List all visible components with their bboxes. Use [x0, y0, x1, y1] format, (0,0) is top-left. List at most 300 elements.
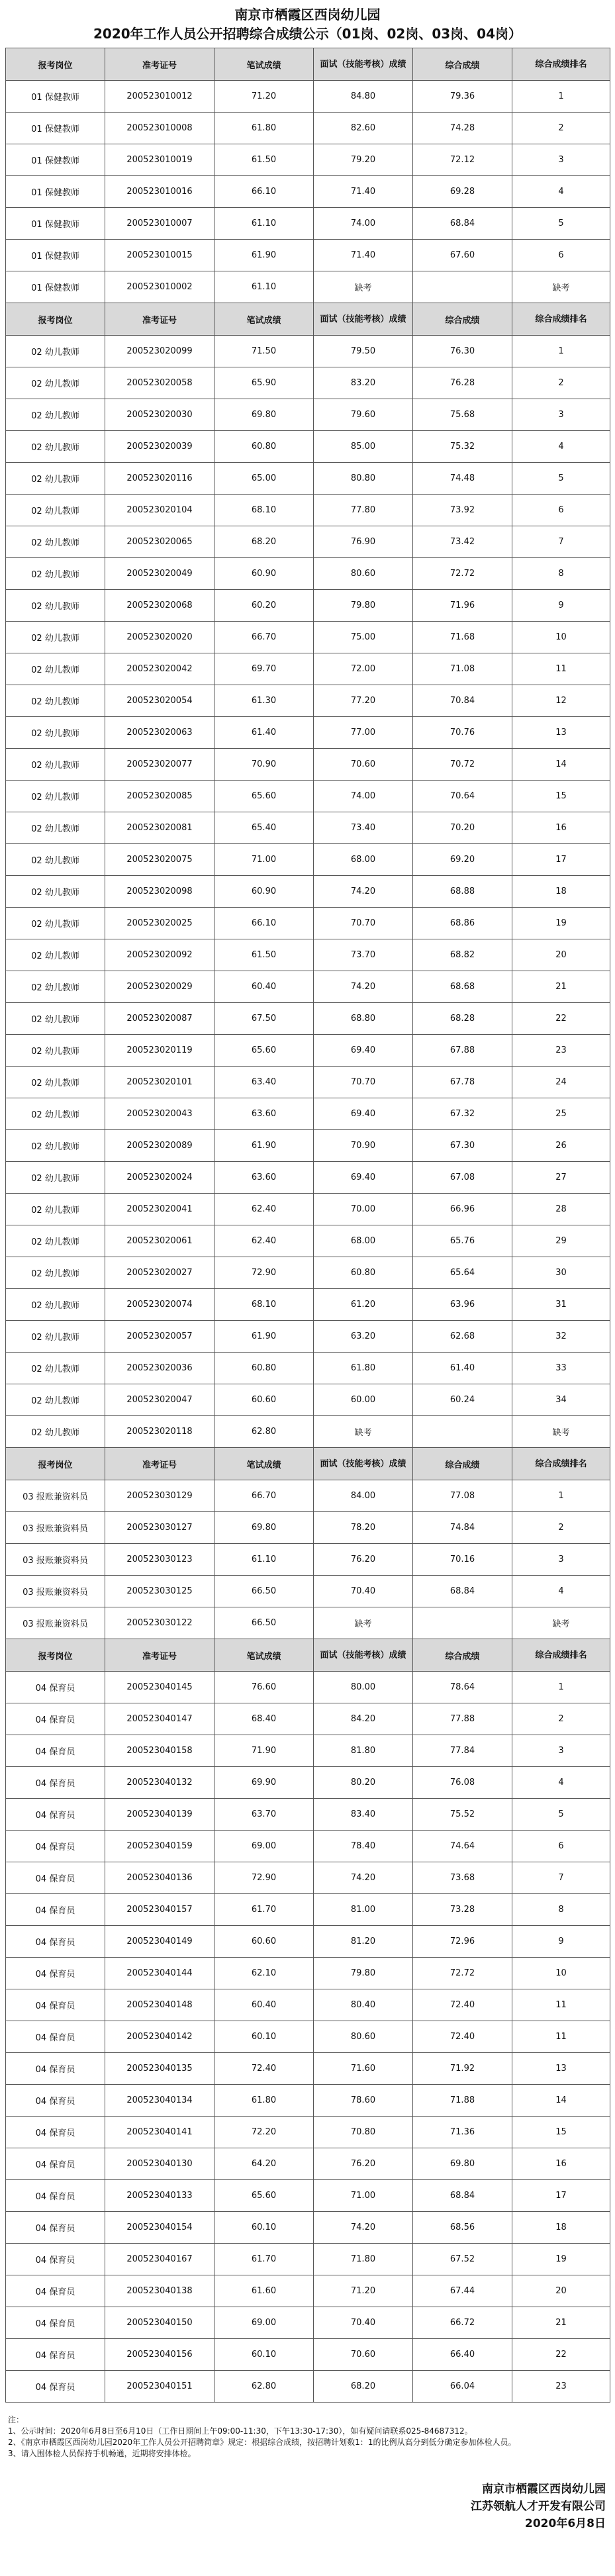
cell-interview: 70.40	[314, 1576, 413, 1607]
cell-total: 72.72	[413, 558, 512, 590]
cell-post: 04 保育员	[6, 2180, 105, 2212]
cell-written: 61.50	[214, 939, 314, 971]
header-written: 笔试成绩	[214, 48, 314, 81]
cell-interview: 70.80	[314, 2117, 413, 2148]
cell-post: 02 幼儿教师	[6, 1353, 105, 1384]
cell-ticket: 200523020077	[105, 749, 214, 781]
cell-ticket: 200523020042	[105, 653, 214, 685]
cell-total: 68.84	[413, 1576, 512, 1607]
table-row	[6, 1607, 610, 1639]
cell-interview: 80.60	[314, 2021, 413, 2053]
cell-post: 02 幼儿教师	[6, 908, 105, 939]
table-row	[6, 1003, 610, 1035]
table-row	[6, 1989, 610, 2021]
cell-post: 02 幼儿教师	[6, 1003, 105, 1035]
cell-total: 67.88	[413, 1035, 512, 1067]
cell-written: 66.50	[214, 1576, 314, 1607]
cell-ticket: 200523040132	[105, 1767, 214, 1799]
cell-written: 65.40	[214, 812, 314, 844]
cell-post: 02 幼儿教师	[6, 367, 105, 399]
cell-post: 04 保育员	[6, 1926, 105, 1958]
table-row	[6, 622, 610, 653]
cell-rank: 19	[512, 2244, 610, 2275]
cell-rank: 32	[512, 1321, 610, 1353]
cell-written: 61.30	[214, 685, 314, 717]
cell-written: 64.20	[214, 2148, 314, 2180]
cell-rank: 3	[512, 144, 610, 176]
cell-written: 71.90	[214, 1735, 314, 1767]
cell-rank: 18	[512, 2212, 610, 2244]
cell-post: 04 保育员	[6, 1799, 105, 1831]
table-row	[6, 749, 610, 781]
table-row	[6, 1067, 610, 1098]
cell-total	[413, 271, 512, 303]
cell-ticket: 200523020027	[105, 1257, 214, 1289]
cell-total: 63.96	[413, 1289, 512, 1321]
cell-ticket: 200523040158	[105, 1735, 214, 1767]
cell-ticket: 200523010019	[105, 144, 214, 176]
cell-interview: 74.00	[314, 208, 413, 240]
header-ticket: 准考证号	[105, 1448, 214, 1480]
cell-rank: 14	[512, 749, 610, 781]
cell-post: 04 保育员	[6, 2212, 105, 2244]
cell-rank: 30	[512, 1257, 610, 1289]
cell-post: 02 幼儿教师	[6, 1162, 105, 1194]
cell-post: 02 幼儿教师	[6, 939, 105, 971]
cell-written: 60.10	[214, 2339, 314, 2371]
cell-rank: 6	[512, 240, 610, 271]
cell-post: 02 幼儿教师	[6, 1384, 105, 1416]
cell-interview: 74.00	[314, 781, 413, 812]
cell-interview: 82.60	[314, 113, 413, 144]
cell-post: 01 保健教师	[6, 144, 105, 176]
cell-ticket: 200523020089	[105, 1130, 214, 1162]
cell-total: 68.82	[413, 939, 512, 971]
cell-total: 66.40	[413, 2339, 512, 2371]
cell-interview: 84.80	[314, 81, 413, 113]
cell-total: 71.96	[413, 590, 512, 622]
table-row	[6, 113, 610, 144]
cell-ticket: 200523040144	[105, 1958, 214, 1989]
cell-rank: 9	[512, 1926, 610, 1958]
cell-interview: 79.50	[314, 336, 413, 367]
cell-total: 70.64	[413, 781, 512, 812]
cell-written: 66.10	[214, 908, 314, 939]
cell-rank: 4	[512, 1767, 610, 1799]
cell-post: 02 幼儿教师	[6, 717, 105, 749]
table-row	[6, 1162, 610, 1194]
cell-post: 02 幼儿教师	[6, 1035, 105, 1067]
cell-rank: 18	[512, 876, 610, 908]
cell-post: 02 幼儿教师	[6, 1067, 105, 1098]
cell-rank: 23	[512, 2371, 610, 2403]
cell-total: 70.16	[413, 1544, 512, 1576]
cell-interview: 80.20	[314, 1767, 413, 1799]
cell-rank: 缺考	[512, 271, 610, 303]
page-subtitle: 2020年工作人员公开招聘综合成绩公示（01岗、02岗、03岗、04岗）	[93, 26, 522, 42]
cell-post: 04 保育员	[6, 2371, 105, 2403]
table-header-row	[6, 1448, 610, 1480]
table-row	[6, 1098, 610, 1130]
note-line: 2、《南京市栖霞区西岗幼儿园2020年工作人员公开招聘简章》规定：根据综合成绩，按招聘计划数1：1的比例从高分到低分确定参加体检人员。	[8, 2438, 516, 2447]
cell-written: 62.80	[214, 1416, 314, 1448]
cell-interview: 71.40	[314, 240, 413, 271]
cell-total: 68.88	[413, 876, 512, 908]
cell-total: 71.08	[413, 653, 512, 685]
cell-total: 68.28	[413, 1003, 512, 1035]
cell-interview: 83.20	[314, 367, 413, 399]
header-ticket: 准考证号	[105, 303, 214, 336]
cell-total: 74.28	[413, 113, 512, 144]
cell-interview: 74.20	[314, 876, 413, 908]
cell-ticket: 200523020087	[105, 1003, 214, 1035]
cell-interview: 缺考	[314, 1607, 413, 1639]
cell-total: 71.36	[413, 2117, 512, 2148]
cell-interview: 79.60	[314, 399, 413, 431]
header-interview: 面试（技能考核）成绩	[314, 48, 413, 81]
header-post: 报考岗位	[6, 48, 105, 81]
cell-interview: 70.40	[314, 2307, 413, 2339]
cell-interview: 71.80	[314, 2244, 413, 2275]
cell-total: 70.20	[413, 812, 512, 844]
table-row	[6, 1225, 610, 1257]
table-row	[6, 876, 610, 908]
table-row	[6, 176, 610, 208]
cell-total: 65.64	[413, 1257, 512, 1289]
cell-post: 02 幼儿教师	[6, 876, 105, 908]
cell-rank: 20	[512, 939, 610, 971]
cell-rank: 14	[512, 2085, 610, 2117]
cell-ticket: 200523020047	[105, 1384, 214, 1416]
cell-written: 65.00	[214, 463, 314, 495]
table-row	[6, 336, 610, 367]
cell-interview: 68.20	[314, 2371, 413, 2403]
cell-interview: 70.00	[314, 1194, 413, 1225]
cell-interview: 71.20	[314, 2275, 413, 2307]
cell-written: 71.20	[214, 81, 314, 113]
table-row	[6, 1035, 610, 1067]
header-written: 笔试成绩	[214, 1448, 314, 1480]
table-row	[6, 431, 610, 463]
cell-ticket: 200523020104	[105, 495, 214, 526]
cell-rank: 15	[512, 2117, 610, 2148]
cell-total: 76.30	[413, 336, 512, 367]
cell-post: 04 保育员	[6, 2275, 105, 2307]
cell-total: 72.72	[413, 1958, 512, 1989]
cell-post: 02 幼儿教师	[6, 1098, 105, 1130]
cell-post: 02 幼儿教师	[6, 399, 105, 431]
cell-ticket: 200523020092	[105, 939, 214, 971]
cell-written: 68.20	[214, 526, 314, 558]
cell-rank: 27	[512, 1162, 610, 1194]
table-row	[6, 1894, 610, 1926]
cell-rank: 23	[512, 1035, 610, 1067]
cell-rank: 5	[512, 463, 610, 495]
cell-rank: 13	[512, 717, 610, 749]
cell-written: 69.80	[214, 399, 314, 431]
cell-ticket: 200523020061	[105, 1225, 214, 1257]
cell-interview: 78.20	[314, 1512, 413, 1544]
cell-ticket: 200523020065	[105, 526, 214, 558]
cell-total: 68.86	[413, 908, 512, 939]
cell-rank: 10	[512, 1958, 610, 1989]
cell-interview: 75.00	[314, 622, 413, 653]
cell-written: 69.00	[214, 2307, 314, 2339]
table-row	[6, 1926, 610, 1958]
cell-written: 63.40	[214, 1067, 314, 1098]
table-row	[6, 495, 610, 526]
cell-interview: 69.40	[314, 1162, 413, 1194]
table-row	[6, 1130, 610, 1162]
cell-rank: 19	[512, 908, 610, 939]
cell-total: 77.84	[413, 1735, 512, 1767]
cell-rank: 34	[512, 1384, 610, 1416]
table-row	[6, 2212, 610, 2244]
cell-post: 01 保健教师	[6, 113, 105, 144]
header-rank: 综合成绩排名	[512, 1639, 610, 1672]
cell-post: 03 报账兼资料员	[6, 1512, 105, 1544]
cell-post: 02 幼儿教师	[6, 812, 105, 844]
cell-post: 01 保健教师	[6, 176, 105, 208]
cell-interview: 79.80	[314, 590, 413, 622]
cell-rank: 13	[512, 2053, 610, 2085]
cell-interview: 77.00	[314, 717, 413, 749]
cell-ticket: 200523040148	[105, 1989, 214, 2021]
cell-ticket: 200523020039	[105, 431, 214, 463]
cell-post: 02 幼儿教师	[6, 431, 105, 463]
cell-written: 71.00	[214, 844, 314, 876]
cell-interview: 68.80	[314, 1003, 413, 1035]
cell-interview: 74.20	[314, 971, 413, 1003]
page-title: 南京市栖霞区西岗幼儿园	[234, 7, 381, 23]
cell-written: 72.90	[214, 1862, 314, 1894]
cell-total: 71.68	[413, 622, 512, 653]
table-row	[6, 367, 610, 399]
cell-post: 02 幼儿教师	[6, 336, 105, 367]
cell-total: 67.32	[413, 1098, 512, 1130]
header-rank: 综合成绩排名	[512, 303, 610, 336]
cell-rank: 17	[512, 844, 610, 876]
table-row	[6, 2085, 610, 2117]
cell-total: 67.78	[413, 1067, 512, 1098]
cell-interview: 72.00	[314, 653, 413, 685]
cell-total: 60.24	[413, 1384, 512, 1416]
cell-post: 01 保健教师	[6, 271, 105, 303]
cell-ticket: 200523030122	[105, 1607, 214, 1639]
cell-post: 04 保育员	[6, 2117, 105, 2148]
cell-ticket: 200523040150	[105, 2307, 214, 2339]
cell-written: 65.60	[214, 2180, 314, 2212]
table-header-row	[6, 48, 610, 81]
cell-post: 02 幼儿教师	[6, 622, 105, 653]
cell-written: 68.40	[214, 1703, 314, 1735]
note-line: 3、请入围体检人员保持手机畅通，近期将安排体检。	[8, 2449, 196, 2458]
cell-rank: 1	[512, 336, 610, 367]
cell-ticket: 200523040154	[105, 2212, 214, 2244]
cell-total: 67.52	[413, 2244, 512, 2275]
cell-ticket: 200523020029	[105, 971, 214, 1003]
cell-written: 60.60	[214, 1384, 314, 1416]
cell-rank: 3	[512, 399, 610, 431]
cell-ticket: 200523040138	[105, 2275, 214, 2307]
cell-total: 77.08	[413, 1480, 512, 1512]
cell-written: 76.60	[214, 1672, 314, 1703]
cell-post: 02 幼儿教师	[6, 1225, 105, 1257]
header-post: 报考岗位	[6, 1639, 105, 1672]
cell-interview: 63.20	[314, 1321, 413, 1353]
cell-ticket: 200523020085	[105, 781, 214, 812]
cell-ticket: 200523020049	[105, 558, 214, 590]
cell-rank: 21	[512, 2307, 610, 2339]
cell-rank: 5	[512, 1799, 610, 1831]
cell-post: 04 保育员	[6, 1989, 105, 2021]
cell-total: 66.04	[413, 2371, 512, 2403]
cell-total: 74.48	[413, 463, 512, 495]
table-row	[6, 1480, 610, 1512]
table-row	[6, 2275, 610, 2307]
cell-rank: 8	[512, 1894, 610, 1926]
cell-post: 04 保育员	[6, 1958, 105, 1989]
cell-total: 71.92	[413, 2053, 512, 2085]
cell-rank: 缺考	[512, 1607, 610, 1639]
cell-post: 02 幼儿教师	[6, 653, 105, 685]
table-row	[6, 1353, 610, 1384]
cell-post: 01 保健教师	[6, 81, 105, 113]
cell-interview: 缺考	[314, 271, 413, 303]
cell-ticket: 200523010015	[105, 240, 214, 271]
table-row	[6, 2053, 610, 2085]
cell-written: 61.60	[214, 2275, 314, 2307]
cell-written: 61.90	[214, 1130, 314, 1162]
cell-written: 69.00	[214, 1831, 314, 1862]
cell-post: 02 幼儿教师	[6, 781, 105, 812]
cell-interview: 73.70	[314, 939, 413, 971]
cell-written: 72.20	[214, 2117, 314, 2148]
cell-interview: 缺考	[314, 1416, 413, 1448]
table-row	[6, 717, 610, 749]
table-row	[6, 971, 610, 1003]
cell-total: 75.68	[413, 399, 512, 431]
cell-rank: 1	[512, 1480, 610, 1512]
table-row	[6, 812, 610, 844]
cell-interview: 61.20	[314, 1289, 413, 1321]
cell-interview: 80.80	[314, 463, 413, 495]
cell-total: 67.44	[413, 2275, 512, 2307]
cell-ticket: 200523040159	[105, 1831, 214, 1862]
cell-written: 63.70	[214, 1799, 314, 1831]
cell-interview: 76.90	[314, 526, 413, 558]
cell-post: 04 保育员	[6, 2148, 105, 2180]
cell-written: 66.70	[214, 622, 314, 653]
cell-post: 02 幼儿教师	[6, 1257, 105, 1289]
cell-interview: 60.80	[314, 1257, 413, 1289]
cell-total: 77.88	[413, 1703, 512, 1735]
cell-ticket: 200523040167	[105, 2244, 214, 2275]
table-row	[6, 2244, 610, 2275]
cell-ticket: 200523020058	[105, 367, 214, 399]
cell-total: 69.80	[413, 2148, 512, 2180]
cell-total	[413, 1416, 512, 1448]
cell-interview: 70.70	[314, 1067, 413, 1098]
cell-rank: 16	[512, 2148, 610, 2180]
cell-post: 04 保育员	[6, 1862, 105, 1894]
cell-ticket: 200523020074	[105, 1289, 214, 1321]
cell-interview: 79.80	[314, 1958, 413, 1989]
cell-ticket: 200523040134	[105, 2085, 214, 2117]
header-ticket: 准考证号	[105, 1639, 214, 1672]
cell-rank: 4	[512, 1576, 610, 1607]
cell-interview: 77.80	[314, 495, 413, 526]
table-row	[6, 1862, 610, 1894]
cell-rank: 缺考	[512, 1416, 610, 1448]
cell-written: 61.90	[214, 1321, 314, 1353]
cell-written: 65.90	[214, 367, 314, 399]
cell-written: 62.40	[214, 1225, 314, 1257]
cell-rank: 26	[512, 1130, 610, 1162]
cell-ticket: 200523030129	[105, 1480, 214, 1512]
table-row	[6, 1799, 610, 1831]
cell-written: 60.90	[214, 558, 314, 590]
table-row	[6, 2307, 610, 2339]
table-row	[6, 558, 610, 590]
cell-total: 74.64	[413, 1831, 512, 1862]
cell-written: 61.70	[214, 1894, 314, 1926]
cell-post: 02 幼儿教师	[6, 526, 105, 558]
cell-ticket: 200523040145	[105, 1672, 214, 1703]
cell-total: 68.56	[413, 2212, 512, 2244]
table-row	[6, 81, 610, 113]
cell-interview: 73.40	[314, 812, 413, 844]
cell-post: 02 幼儿教师	[6, 971, 105, 1003]
table-row	[6, 685, 610, 717]
cell-interview: 84.00	[314, 1480, 413, 1512]
cell-written: 60.80	[214, 1353, 314, 1384]
cell-ticket: 200523030125	[105, 1576, 214, 1607]
table-row	[6, 844, 610, 876]
cell-rank: 5	[512, 208, 610, 240]
cell-total: 67.60	[413, 240, 512, 271]
cell-post: 04 保育员	[6, 1703, 105, 1735]
cell-post: 04 保育员	[6, 2085, 105, 2117]
cell-total: 68.68	[413, 971, 512, 1003]
table-header-row	[6, 1639, 610, 1672]
cell-interview: 80.00	[314, 1672, 413, 1703]
cell-total: 68.84	[413, 2180, 512, 2212]
cell-ticket: 200523010002	[105, 271, 214, 303]
cell-written: 62.10	[214, 1958, 314, 1989]
table-row	[6, 240, 610, 271]
cell-interview: 71.60	[314, 2053, 413, 2085]
cell-rank: 28	[512, 1194, 610, 1225]
table-row	[6, 463, 610, 495]
cell-rank: 15	[512, 781, 610, 812]
cell-ticket: 200523020118	[105, 1416, 214, 1448]
cell-written: 60.60	[214, 1926, 314, 1958]
cell-rank: 21	[512, 971, 610, 1003]
cell-total: 76.28	[413, 367, 512, 399]
cell-post: 04 保育员	[6, 1831, 105, 1862]
cell-rank: 31	[512, 1289, 610, 1321]
score-table-body	[6, 48, 610, 2403]
cell-written: 72.40	[214, 2053, 314, 2085]
table-row	[6, 653, 610, 685]
cell-written: 61.50	[214, 144, 314, 176]
cell-total: 70.84	[413, 685, 512, 717]
table-row	[6, 1512, 610, 1544]
cell-interview: 60.00	[314, 1384, 413, 1416]
cell-total: 74.84	[413, 1512, 512, 1544]
cell-ticket: 200523020099	[105, 336, 214, 367]
